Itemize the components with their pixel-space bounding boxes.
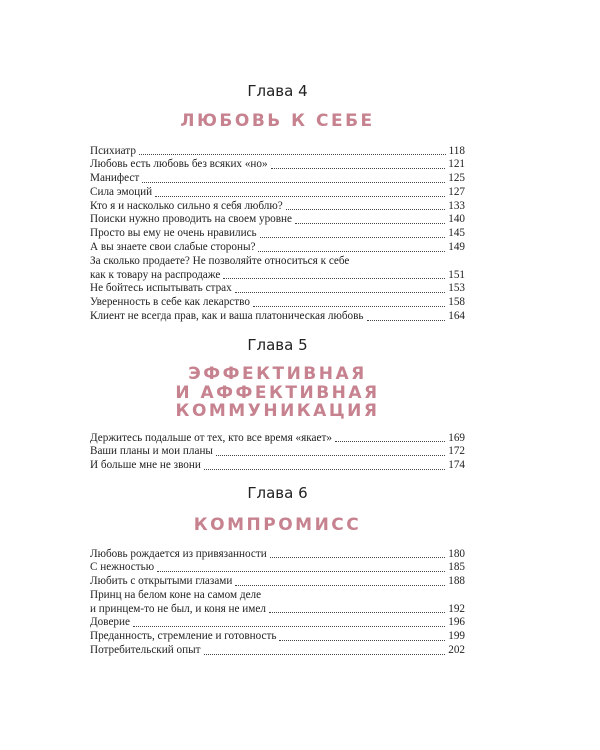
- page-number: 164: [448, 310, 465, 323]
- chapter-title-line: КОМПРОМИСС: [193, 515, 362, 535]
- chapter-label: Глава 5: [247, 336, 308, 354]
- toc-entry[interactable]: Любовь есть любовь без всяких «но» 121: [90, 158, 465, 171]
- chapter-4: [90, 82, 465, 324]
- page-number: 158: [448, 296, 465, 309]
- chapter-label: Глава 4: [247, 82, 308, 100]
- toc-list: [90, 548, 465, 658]
- page-number: 172: [448, 445, 465, 458]
- page-number: 185: [448, 561, 465, 574]
- chapter-title: [90, 516, 465, 535]
- toc-entry[interactable]: Потребительский опыт 202: [90, 644, 465, 657]
- page-number: 121: [448, 158, 465, 171]
- toc-entry[interactable]: Любовь рождается из привязанности 180: [90, 547, 465, 560]
- page-number: 125: [448, 172, 465, 185]
- toc-list: [90, 432, 465, 473]
- page-number: 145: [448, 227, 465, 240]
- page-number: 174: [448, 459, 465, 472]
- toc-entry[interactable]: А вы знаете свои слабые стороны? 149: [90, 241, 465, 254]
- chapter-title-line: ЛЮБОВЬ К СЕБЕ: [180, 111, 375, 131]
- toc-entry[interactable]: Поиски нужно проводить на своем уровне 140: [90, 213, 465, 226]
- toc-entry[interactable]: Преданность, стремление и готовность 199: [90, 630, 465, 643]
- chapter-title-line: И АФФЕКТИВНАЯ: [175, 382, 380, 403]
- chapter-6: [90, 484, 465, 658]
- toc-entry[interactable]: Просто вы ему не очень нравились 145: [90, 227, 465, 240]
- chapter-title-line: ЭФФЕКТИВНАЯ: [188, 364, 367, 384]
- page-number: 192: [448, 602, 465, 615]
- chapter-title: [90, 112, 465, 131]
- toc-list: [90, 145, 465, 324]
- chapter-title: [90, 365, 465, 421]
- toc-entry[interactable]: И больше мне не звони 174: [90, 459, 465, 472]
- page-number: 133: [448, 199, 465, 212]
- chapter-title-line: КОММУНИКАЦИЯ: [175, 401, 380, 421]
- toc-entry[interactable]: Кто я и насколько сильно я себя люблю? 133: [90, 199, 465, 212]
- page-number: 180: [448, 547, 465, 560]
- toc-entry[interactable]: Любить с открытыми глазами 188: [90, 575, 465, 588]
- page-number: 202: [448, 644, 465, 657]
- page-number: 199: [448, 630, 465, 643]
- toc-entry[interactable]: С нежностью 185: [90, 561, 465, 574]
- page-number: 118: [448, 144, 465, 157]
- page-number: 169: [448, 431, 465, 444]
- toc-entry[interactable]: Клиент не всегда прав, как и ваша платоническая любовь 164: [90, 310, 465, 323]
- chapter-5: [90, 336, 465, 473]
- toc-entry[interactable]: Держитесь подальше от тех, кто все время «якает» 169: [90, 431, 465, 444]
- page-number: 127: [448, 185, 465, 198]
- toc-entry[interactable]: Манифест 125: [90, 172, 465, 185]
- toc-entry[interactable]: Не бойтесь испытывать страх 153: [90, 282, 465, 295]
- toc-entry[interactable]: Принц на белом коне на самом деле и принцем-то не был, и коня не имел 192: [90, 588, 465, 615]
- toc-entry[interactable]: Доверие 196: [90, 616, 465, 629]
- toc-entry[interactable]: Сила эмоций 127: [90, 185, 465, 198]
- toc-entry[interactable]: За сколько продаете? Не позволяйте относиться к себе как к товару на распродаже 151: [90, 254, 465, 281]
- chapter-label: Глава 6: [247, 484, 308, 502]
- page-number: 196: [448, 616, 465, 629]
- page-number: 188: [448, 575, 465, 588]
- page-number: 149: [448, 241, 465, 254]
- page-number: 151: [448, 268, 465, 281]
- toc-entry[interactable]: Ваши планы и мои планы 172: [90, 445, 465, 458]
- toc-entry[interactable]: Психиатр 118: [90, 144, 465, 157]
- page-number: 153: [448, 282, 465, 295]
- toc-entry[interactable]: Уверенность в себе как лекарство 158: [90, 296, 465, 309]
- page-number: 140: [448, 213, 465, 226]
